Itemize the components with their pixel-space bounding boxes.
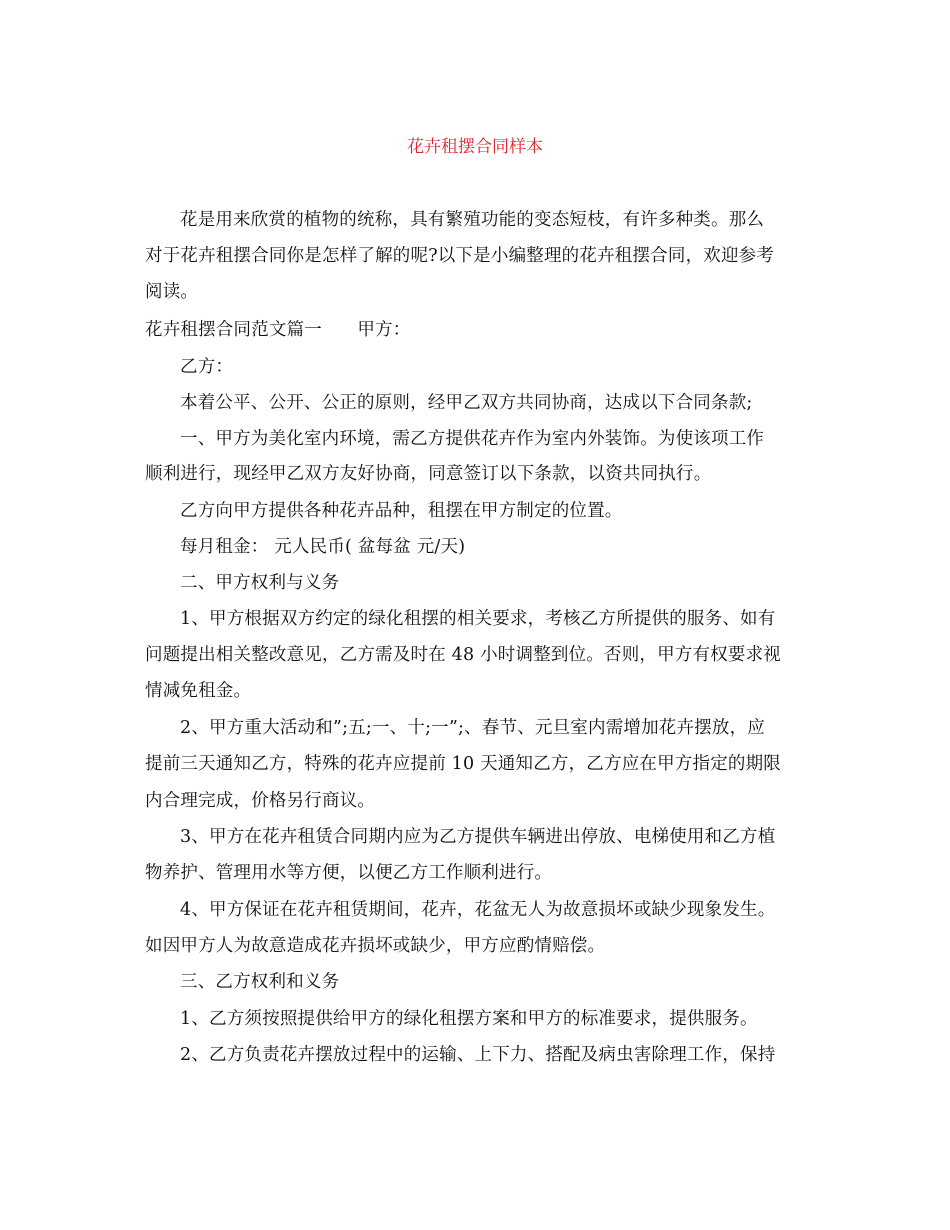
paragraph-line: 1、甲方根据双方约定的绿化租摆的相关要求，考核乙方所提供的服务、如有 — [180, 609, 776, 629]
paragraph-line: 问题提出相关整改意见，乙方需及时在 48 小时调整到位。否则，甲方有权要求视 — [145, 645, 781, 665]
paragraph-line: 每月租金： 元人民币( 盆每盆 元/天) — [180, 537, 466, 557]
paragraph-line: 阅读。 — [145, 282, 199, 302]
paragraph-line: 花卉租摆合同范文篇一 甲方： — [145, 320, 411, 340]
paragraph-line: 4、甲方保证在花卉租赁期间，花卉，花盆无人为故意损坏或缺少现象发生。 — [180, 900, 776, 920]
paragraph-line: 顺利进行，现经甲乙双方友好协商，同意签订以下条款，以资共同执行。 — [145, 464, 712, 484]
paragraph-line: 二、甲方权利与义务 — [180, 573, 340, 593]
paragraph-line: 内合理完成，价格另行商议。 — [145, 791, 376, 811]
paragraph-line: 如因甲方人为故意造成花卉损坏或缺少，甲方应酌情赔偿。 — [145, 936, 606, 956]
paragraph-line: 3、甲方在花卉租赁合同期内应为乙方提供车辆进出停放、电梯使用和乙方植 — [180, 827, 776, 847]
document-title: 花卉租摆合同样本 — [407, 137, 543, 157]
paragraph-line: 花是用来欣赏的植物的统称，具有繁殖功能的变态短枝，有许多种类。那么 — [180, 210, 765, 230]
paragraph-line: 对于花卉租摆合同你是怎样了解的呢?以下是小编整理的花卉租摆合同，欢迎参考 — [145, 246, 775, 266]
paragraph-line: 2、乙方负责花卉摆放过程中的运输、上下力、搭配及病虫害除理工作，保持 — [180, 1045, 776, 1065]
paragraph-line: 2、甲方重大活动和”;五;一、十;一”;、春节、元旦室内需增加花卉摆放，应 — [180, 718, 766, 738]
paragraph-line: 1、乙方须按照提供给甲方的绿化租摆方案和甲方的标准要求，提供服务。 — [180, 1009, 758, 1029]
paragraph-line: 三、乙方权利和义务 — [180, 972, 340, 992]
paragraph-line: 乙方向甲方提供各种花卉品种，租摆在甲方制定的位置。 — [180, 501, 623, 521]
paragraph-line: 一、甲方为美化室内环境，需乙方提供花卉作为室内外装饰。为使该项工作 — [180, 429, 765, 449]
paragraph-line: 物养护、管理用水等方便，以便乙方工作顺利进行。 — [145, 863, 553, 883]
paragraph-line: 提前三天通知乙方，特殊的花卉应提前 10 天通知乙方，乙方应在甲方指定的期限 — [145, 754, 781, 774]
paragraph-line: 乙方： — [180, 357, 234, 377]
paragraph-line: 本着公平、公开、公正的原则，经甲乙双方共同协商，达成以下合同条款; — [180, 393, 753, 413]
paragraph-line: 情减免租金。 — [145, 681, 252, 701]
